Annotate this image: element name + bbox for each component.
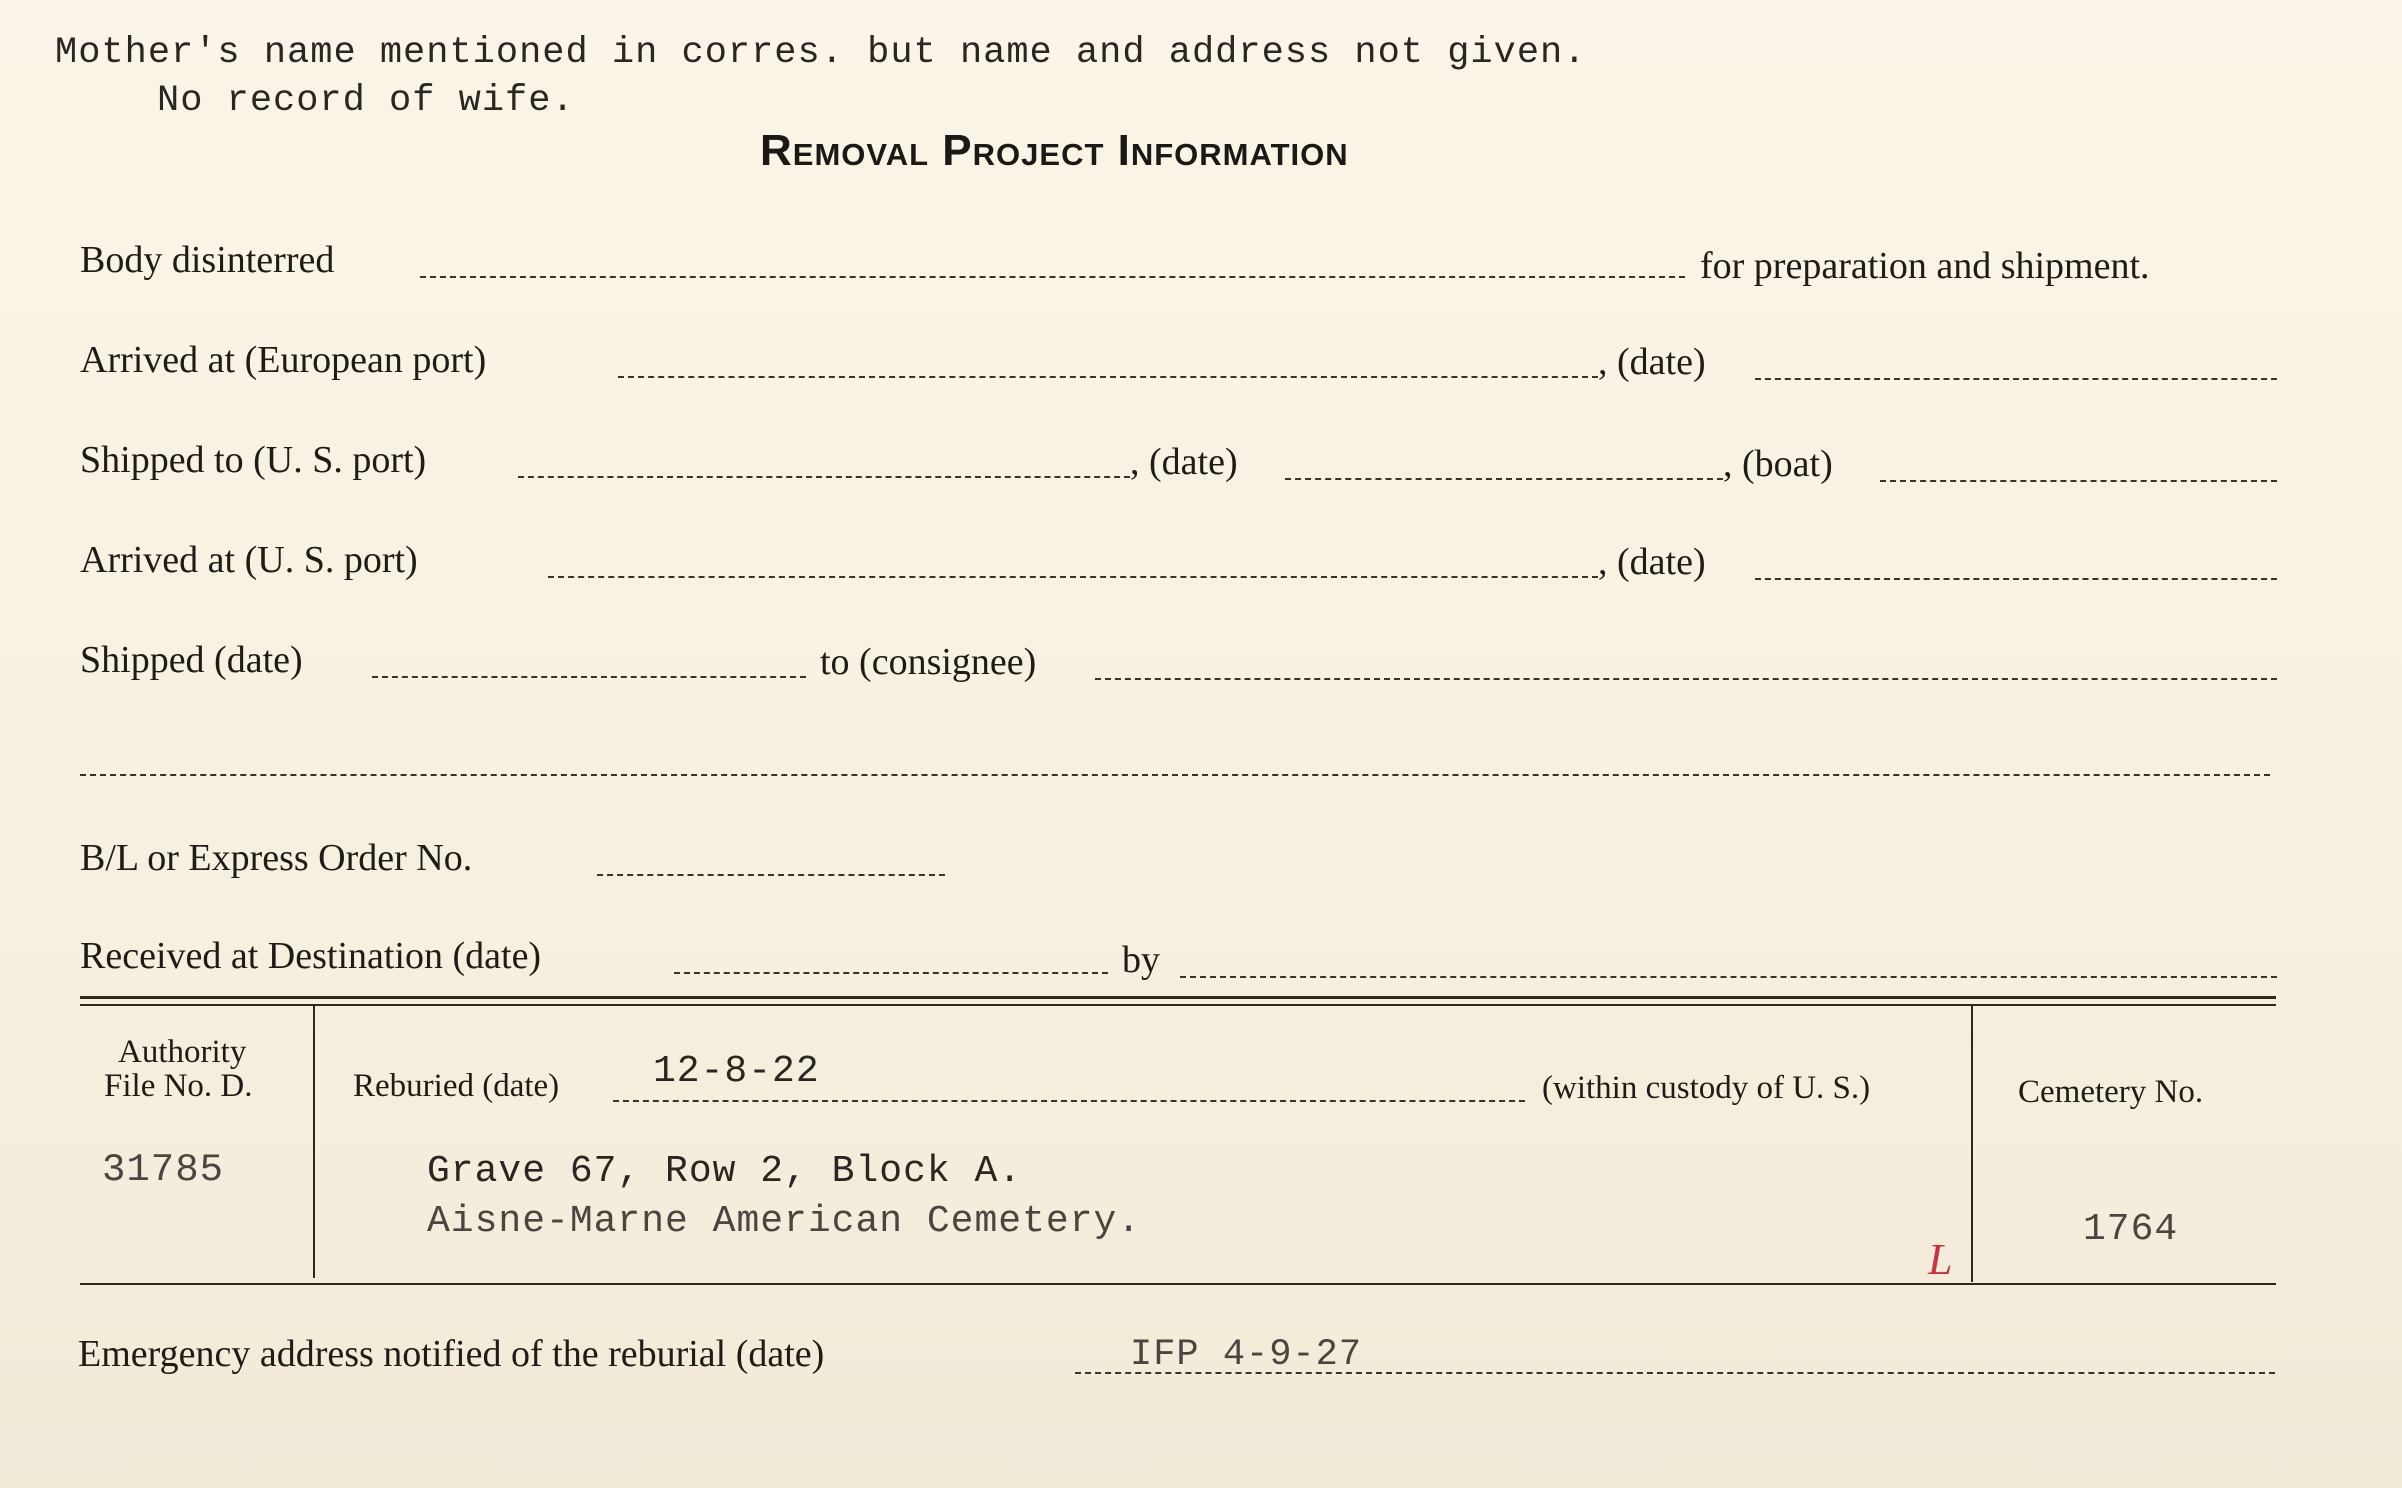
form-title: Removal Project Information (760, 126, 1349, 175)
arrived-us-date-label: , (date) (1598, 541, 1706, 583)
received-destination-label: Received at Destination (date) (80, 935, 542, 977)
double-rule-bottom (80, 1004, 2276, 1006)
authority-label-2: File No. D. (104, 1068, 253, 1104)
body-disinterred-line (420, 276, 1685, 278)
consignee-label: to (consignee) (820, 641, 1037, 683)
arrived-us-label: Arrived at (U. S. port) (80, 539, 418, 581)
reburied-date-line (613, 1100, 1525, 1102)
preparation-label: for preparation and shipment. (1700, 245, 2150, 287)
arrived-european-date-label: , (date) (1598, 341, 1706, 383)
grave-line-1: Grave 67, Row 2, Block A. (427, 1150, 1023, 1193)
column-divider-1 (313, 1006, 315, 1278)
typed-note-line-1: Mother's name mentioned in corres. but name and address not given. (55, 32, 1587, 74)
body-disinterred-label: Body disinterred (80, 239, 335, 281)
grave-line-2: Aisne-Marne American Cemetery. (427, 1200, 1142, 1243)
shipped-to-us-date-line (1285, 478, 1723, 480)
received-destination-line (674, 972, 1108, 974)
authority-label-1: Authority (118, 1034, 247, 1070)
arrived-us-date-line (1755, 578, 2277, 580)
arrived-european-label: Arrived at (European port) (80, 339, 487, 381)
bl-order-line (597, 874, 945, 876)
shipped-date-label: Shipped (date) (80, 639, 303, 681)
column-divider-2 (1971, 1006, 1973, 1282)
typed-note-line-2: No record of wife. (157, 80, 575, 122)
boat-label: , (boat) (1723, 443, 1833, 485)
reburied-date-value: 12-8-22 (653, 1050, 820, 1093)
double-rule-top (80, 996, 2276, 999)
cemetery-no-value: 1764 (2083, 1208, 2179, 1251)
arrived-european-date-line (1755, 378, 2277, 380)
arrived-european-line (618, 376, 1598, 378)
consignee-line (1095, 678, 2277, 680)
consignee-continuation-line (80, 774, 2270, 776)
shipped-to-us-date-label: , (date) (1130, 441, 1238, 483)
emergency-address-value: IFP 4-9-27 (1130, 1334, 1363, 1376)
emergency-address-label: Emergency address notified of the reburial (date) (78, 1333, 825, 1375)
bl-order-label: B/L or Express Order No. (80, 837, 473, 879)
boat-line (1880, 480, 2277, 482)
arrived-us-line (548, 576, 1598, 578)
shipped-to-us-line (518, 476, 1130, 478)
reburied-label: Reburied (date) (353, 1068, 560, 1104)
by-label: by (1122, 939, 1160, 981)
authority-file-number: 31785 (102, 1148, 225, 1192)
shipped-date-line (372, 676, 806, 678)
red-initial-mark: L (1928, 1235, 1953, 1284)
shipped-to-us-label: Shipped to (U. S. port) (80, 439, 427, 481)
cemetery-no-label: Cemetery No. (2018, 1074, 2204, 1110)
custody-label: (within custody of U. S.) (1542, 1070, 1871, 1106)
by-line (1180, 976, 2277, 978)
